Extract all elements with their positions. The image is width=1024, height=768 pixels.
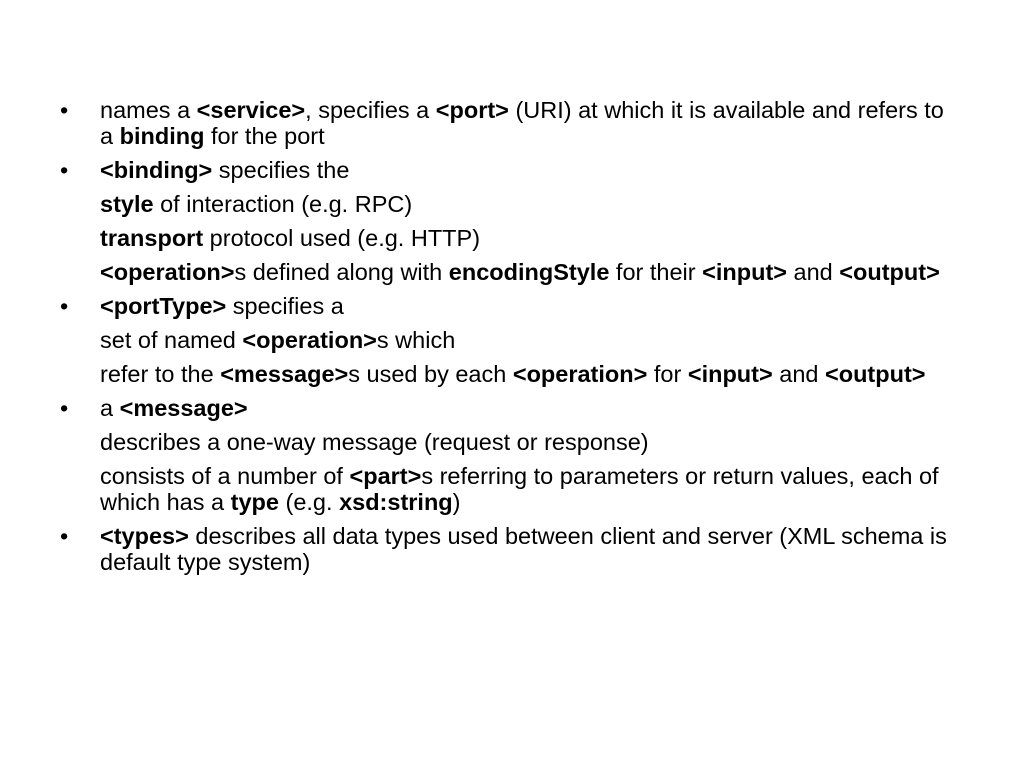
keyword: <binding>	[100, 157, 213, 183]
text: for their	[609, 259, 703, 285]
text: (e.g.	[278, 489, 340, 515]
sub-line	[60, 225, 960, 251]
keyword: <part>	[349, 463, 422, 489]
sub-line	[60, 361, 960, 387]
text: names a	[100, 97, 197, 123]
text: specifies the	[212, 157, 350, 183]
bullet-marker: •	[60, 395, 69, 421]
sub-line	[60, 191, 960, 217]
keyword: style	[100, 191, 154, 217]
text: a	[100, 395, 120, 421]
sub-line	[60, 463, 960, 515]
keyword: <input>	[687, 361, 773, 387]
text: specifies a	[226, 293, 344, 319]
bullet-marker: •	[60, 97, 69, 123]
text: protocol used (e.g. HTTP)	[203, 225, 481, 251]
sub-line	[60, 259, 960, 285]
text: , specifies a	[305, 97, 436, 123]
text: of interaction (e.g. RPC)	[153, 191, 413, 217]
keyword: <types>	[100, 523, 189, 549]
keyword: transport	[100, 225, 204, 251]
keyword: <port>	[435, 97, 509, 123]
text: s used by each	[348, 361, 513, 387]
keyword: <output>	[839, 259, 940, 285]
text: set of named	[100, 327, 243, 353]
bullet-marker: •	[60, 523, 69, 549]
sub-line	[60, 429, 960, 455]
bullet-marker: •	[60, 293, 69, 319]
text: s referring to parameters or return values, each of which has a	[100, 463, 939, 515]
text: )	[452, 489, 461, 515]
text: consists of a number of	[100, 463, 350, 489]
text: for the port	[204, 123, 325, 149]
keyword: <input>	[702, 259, 788, 285]
text: s defined along with	[234, 259, 449, 285]
bullet-line	[60, 157, 960, 183]
text: and	[787, 259, 840, 285]
text: s which	[376, 327, 456, 353]
text: (URI) at which it is available and refers to a	[100, 97, 944, 149]
text: describes a one-way message (request or response)	[100, 429, 649, 455]
bullet-marker: •	[60, 157, 69, 183]
keyword: encodingStyle	[448, 259, 610, 285]
sub-line	[60, 327, 960, 353]
text: describes all data types used between client and server (XML schema is default type system)	[100, 523, 947, 575]
bullet-line	[60, 523, 960, 575]
text: and	[772, 361, 825, 387]
text: refer to the	[100, 361, 221, 387]
keyword: xsd:string	[339, 489, 453, 515]
keyword: <output>	[825, 361, 926, 387]
keyword: <service>	[196, 97, 306, 123]
keyword: binding	[119, 123, 205, 149]
keyword: <operation>	[242, 327, 377, 353]
slide-body	[60, 97, 960, 583]
bullet-line	[60, 293, 960, 319]
keyword: <operation>	[512, 361, 648, 387]
keyword: <operation>	[100, 259, 235, 285]
keyword: type	[230, 489, 279, 515]
keyword: <portType>	[100, 293, 227, 319]
text: for	[647, 361, 688, 387]
bullet-line	[60, 97, 960, 149]
keyword: <message>	[220, 361, 349, 387]
bullet-line	[60, 395, 960, 421]
keyword: <message>	[119, 395, 248, 421]
